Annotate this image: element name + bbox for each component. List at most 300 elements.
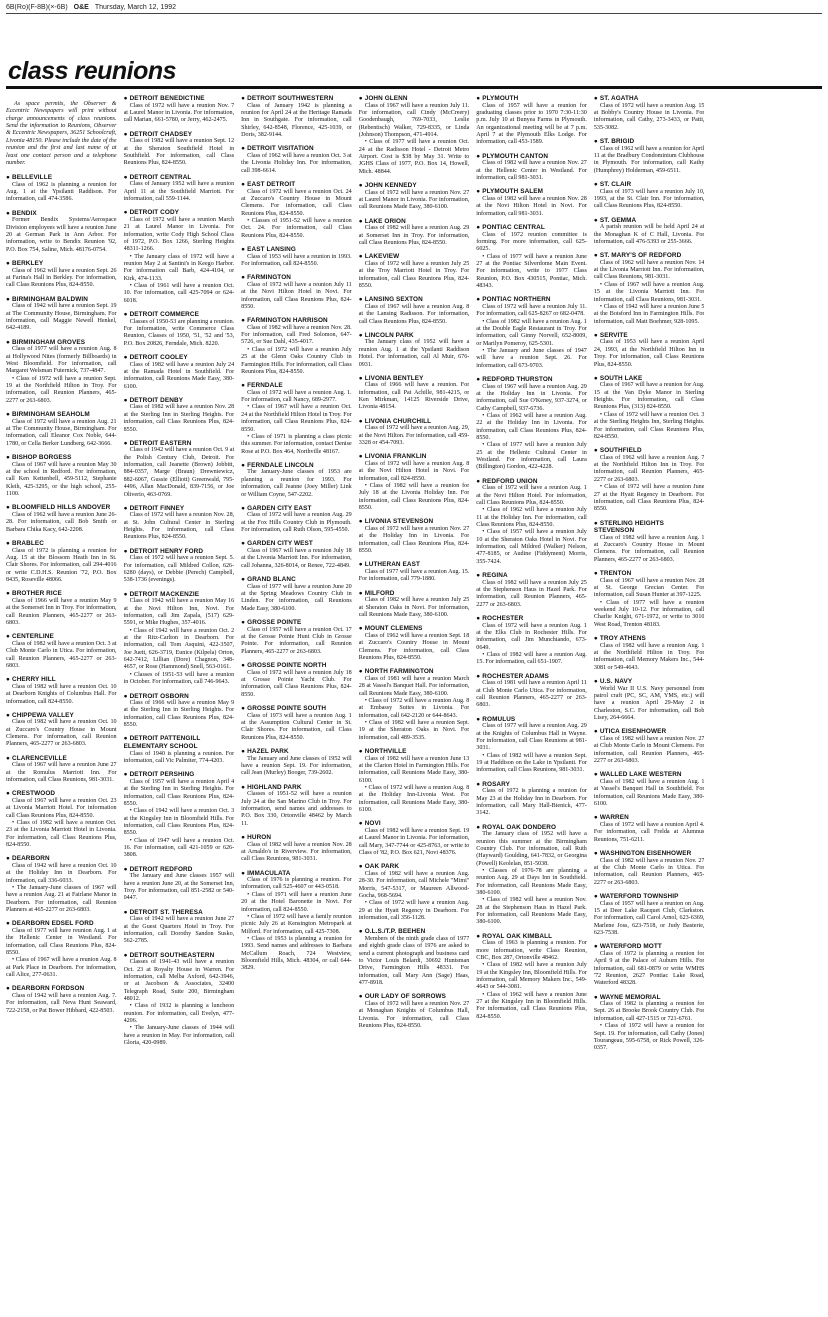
reunion-entry bbox=[6, 260, 117, 290]
school-name-text: TRENTON bbox=[599, 570, 632, 578]
reunion-details: • Class of 1972 will have a reunion Sept. 19 at the Northfield Hilton in Troy. For information, call Reunion Planners, 465-2277 or 263-6803. bbox=[6, 376, 117, 405]
bullet-icon: ● bbox=[6, 855, 10, 863]
school-name-text: OUR LADY OF SORROWS bbox=[364, 993, 447, 1001]
reunion-details: • The January and June classes of 1947 will have a reunion Sept. 26. For information, call 673-9703. bbox=[476, 348, 587, 370]
school-name bbox=[476, 95, 587, 103]
reunion-details: Class of 1957 will have a reunion April 4 at the Sterling Inn in Sterling Heights. For information, call Class Reunions Plus, 824-8550. bbox=[123, 778, 235, 807]
reunion-entry bbox=[241, 784, 352, 828]
bullet-icon: ● bbox=[241, 576, 246, 584]
school-name-text: GROSSE POINTE bbox=[247, 619, 302, 627]
school-name-text: DETROIT CENTRAL bbox=[129, 173, 192, 181]
reunion-details: World War II U.S. Navy personnel from patrol craft (PC, SC, AM, YMS, etc.) will have a reunion April 29-May 2 in Charleston, S.C. For information, call Bob Lisey, 264-6664. bbox=[593, 685, 705, 722]
school-name bbox=[124, 693, 235, 701]
reunion-details: Class of 1972 will have a reunion Oct. 24 at Zuccaro's Country House in Mount Clemens. For information, call Class Reunions Plus, 824-8550. bbox=[241, 188, 352, 217]
reunion-entry bbox=[241, 181, 352, 240]
school-name-text: DETROIT COOLEY bbox=[129, 353, 188, 361]
school-name-text: HAZEL PARK bbox=[247, 747, 289, 755]
reunion-entry bbox=[476, 153, 587, 183]
bullet-icon: ● bbox=[593, 180, 598, 188]
school-name bbox=[359, 253, 470, 261]
reunion-details: • Classes of 1976-78 are planning a reunion Aug. 29 at Days Inn in Southfield. For information, call Reunions Made Easy, 380-6100. bbox=[476, 868, 587, 897]
reunion-details: Class of 1982 will have a reunion Nov. 28 at Arnaldo's in Riverview. For information, call Class Reunions, 981-3031. bbox=[241, 841, 352, 863]
column-2 bbox=[124, 95, 235, 1295]
bullet-icon: ● bbox=[6, 295, 10, 303]
reunion-details: Class of 1972 will have a reunion July 11. For information, call 625-8267 or 682-0478. bbox=[476, 303, 587, 318]
school-name-text: U.S. NAVY bbox=[599, 678, 633, 686]
school-name-text: DETROIT DENBY bbox=[129, 396, 184, 404]
bullet-icon: ● bbox=[593, 570, 598, 578]
reunion-entry bbox=[359, 993, 470, 1030]
reunion-details: Class of 1972 will have a reunion March 21 at Laurel Manor in Livonia. For information, write Cody High School Class of 1972, P.O. Box 1266, Sterling Heights 48311-1266. bbox=[123, 216, 235, 253]
school-name-text: DETROIT OSBORN bbox=[129, 692, 189, 700]
reunion-details: Class of 1982 will have a reunion Nov. 27 at Club Monte Carlo in Mount Clemens. For information, call Reunion Planners, 465-2277 or 263-6803. bbox=[593, 735, 705, 764]
reunion-entry bbox=[359, 453, 470, 512]
school-name bbox=[359, 518, 470, 526]
school-name-text: ROSARY bbox=[482, 780, 510, 788]
school-name-text: SERVITE bbox=[599, 331, 628, 339]
reunion-details: Class of 1967 will have a reunion July 11. For information, call Cindy (McCreery) Goodenbaugh, 769-7033, Leslie (Rebentisch) Walker, 729-8335, or Linda (Johnson) Thompson, 471-4914. bbox=[358, 102, 470, 138]
reunion-details: • The January-June classes of 1967 will have a reunion Aug. 21 at Fairlane Manor in Dearborn. For information, call Reunion Planners at 465-2277 or 263-6803. bbox=[6, 885, 117, 914]
school-name-text: BENDIX bbox=[12, 209, 37, 217]
reunion-details: Class of 1981 will have a reunion April 11 at Club Monte Carlo Utica. For information, call Reunion Planners, 465-2277 or 263-6803. bbox=[476, 680, 587, 709]
reunion-entry bbox=[241, 748, 352, 778]
school-name-text: GARDEN CITY WEST bbox=[247, 540, 313, 548]
reunion-details: Class of 1982 will have a reunion Aug. 28-30. For information, call Michele "Mimi" Morris, 547-5317, or Maureen Allwood-Gocha, 968-5694. bbox=[358, 870, 470, 899]
reunion-details: Class of January 1952 will have a reunion April 11 at the Southfield Marriott. For information, call 559-1144. bbox=[123, 181, 235, 202]
reunion-entry bbox=[359, 668, 470, 742]
reunion-entry bbox=[359, 296, 470, 326]
reunion-details: • Class of 1961 will have a reunion Oct. 10. For information, call 425-7094 or 624-6018. bbox=[124, 283, 235, 305]
reunion-details: Class of 1972 will have a reunion Sept. 5. For information, call Mildred Collon, 626-6280 (days), or Debbie (Perech) Campbell, 538-1736 (evenings). bbox=[123, 555, 235, 584]
bullet-icon: ● bbox=[358, 374, 363, 382]
school-name bbox=[594, 447, 705, 455]
reunion-details: Classes of 1941-43 will have a reunion Oct. 23 at Royalty House in Warren. For information, call Melba Axford, 642-3946, or at Jacobson & Associates, 32400 Telegraph Road, Suite 200, Birmingham 48012. bbox=[123, 959, 235, 1002]
school-name-text: BIRMINGHAM SEAHOLM bbox=[12, 411, 90, 419]
school-name bbox=[594, 520, 705, 535]
school-name bbox=[594, 814, 705, 822]
school-name-text: REDFORD THURSTON bbox=[482, 375, 553, 383]
reunion-entry bbox=[6, 790, 117, 849]
reunion-details: Class of 1966 will have a reunion. For information, call Pat Achille, 981-4215, or Ken Mirkman, 14125 Riverside Drive, Livonia 48154. bbox=[358, 382, 470, 411]
school-name bbox=[359, 668, 470, 676]
school-name-text: SOUTHFIELD bbox=[599, 447, 642, 455]
reunion-details: Class of 1962 will have a reunion Oct. 3 at the Livonia Holiday Inn. For information, call 398-6614. bbox=[241, 152, 352, 174]
reunion-entry bbox=[241, 145, 352, 175]
reunion-details: • Class of 1982 will have a reunion Nov. 28 at the Stephenson Haus in Hazel Park. For information, call Reunions Made Easy, 380-6100. bbox=[476, 897, 587, 926]
school-name-text: LIVONIA FRANKLIN bbox=[364, 453, 427, 461]
school-name-text: FERNDALE bbox=[247, 382, 283, 390]
bullet-icon: ● bbox=[123, 173, 128, 181]
section-title-bar bbox=[6, 58, 822, 89]
reunion-details: Class of 1972 will have a reunion July 11 at the Novi Hilton Hotel in Novi. For information, call Class Reunions Plus, 824-8550. bbox=[241, 281, 352, 310]
school-name-text: TROY ATHENS bbox=[599, 635, 646, 643]
bullet-icon: ● bbox=[593, 771, 598, 779]
reunion-details: Members of the ninth grade class of 1977 and eighth grade class of 1976 are asked to send a current photograph and business card to Victor Louis Belardi, 30692 Huntsman Drive, Farmington Hills 48331. For information, call Mary Ann (Sage) Haas, 477-8918. bbox=[358, 935, 470, 986]
bullet-icon: ● bbox=[593, 993, 598, 1001]
intro-text: As space permits, the Observer & Eccentric Newspapers will print without charge announcements of class reunions. Send the information to Reunions, Observer & Eccentric Newspapers, 36251 Schoolcraft, Livonia 48150. Please include the date of the reunion and the first and last name of at least one contact person and a telephone number. bbox=[6, 101, 117, 166]
reunion-entry bbox=[594, 771, 705, 808]
school-name-text: LINCOLN PARK bbox=[364, 331, 414, 339]
bullet-icon: ● bbox=[358, 253, 363, 261]
reunion-details: Class of 1966 will have a reunion May 9 at the Sterling Inn in Sterling Heights. For information, call Class Reunions Plus, 824-8550. bbox=[123, 700, 235, 729]
bullet-icon: ● bbox=[593, 137, 598, 145]
reunion-details: Class of 1982 will have a reunion Nov. 28 at the Novi Hilton Hotel in Novi. For information, call 981-3031. bbox=[476, 195, 587, 217]
school-name bbox=[359, 453, 470, 461]
school-name-text: OAK PARK bbox=[364, 863, 400, 871]
school-name bbox=[6, 260, 117, 268]
reunion-details: • Class of 1972 will have a reunion Aug. 29 at the Hyatt Regency in Dearborn. For information, call 356-1128. bbox=[359, 900, 470, 922]
reunion-details: • Class of 1982 will have a reunion for July 18 at the Livonia Holiday Inn. For information, call Class Reunions Plus, 824-8550. bbox=[359, 483, 470, 512]
bullet-icon: ● bbox=[241, 747, 246, 755]
school-name bbox=[124, 354, 235, 362]
column-6 bbox=[594, 95, 705, 1295]
bullet-icon: ● bbox=[476, 932, 481, 940]
school-name-text: FARMINGTON HARRISON bbox=[247, 317, 328, 325]
reunion-entry bbox=[476, 781, 587, 818]
school-name-text: BIRMINGHAM GROVES bbox=[12, 338, 86, 346]
school-name-text: DETROIT REDFORD bbox=[129, 865, 193, 873]
reunion-details: Class of 1977 will have reunion Aug. 1 at the Hellenic Center in Westland. For information, call Class Reunions Plus, 824-8550. bbox=[6, 928, 117, 957]
school-name-text: CRESTWOOD bbox=[12, 790, 56, 798]
school-name bbox=[6, 920, 117, 928]
reunion-details: Class of 1973 will have a reunion July 10, 1993, at the St. Clair Inn. For information, call Class Reunions Plus, 824-8550. bbox=[593, 188, 705, 210]
reunion-entry bbox=[594, 252, 705, 326]
bullet-icon: ● bbox=[476, 223, 481, 231]
reunion-entry bbox=[359, 820, 470, 857]
reunion-details: Class of 1972 will have a reunion Nov. 7 at Laurel Manor in Livonia. For information, call Marian, 661-5780, or Jerry, 462-2475. bbox=[123, 102, 235, 124]
reunion-entry bbox=[359, 182, 470, 212]
school-name bbox=[6, 411, 117, 419]
reunion-details: • Class of 1982 will have a reunion July 19 at the Kingsley Inn, Bloomfield Hills. For information, call Memory Makers Inc., 549-4643 or 544-3081. bbox=[476, 962, 587, 991]
bullet-icon: ● bbox=[358, 561, 363, 569]
school-name-text: WALLED LAKE WESTERN bbox=[599, 771, 682, 779]
reunion-entry bbox=[6, 339, 117, 405]
reunion-details: Class of 1972 will have a reunion July 25 at the Troy Marriott Hotel in Troy. For information, call Class Reunions Plus, 824-8550. bbox=[358, 260, 470, 289]
school-name bbox=[359, 296, 470, 304]
reunion-details: • Class of 1953 is planning a reunion for 1993. Send names and addresses to Barbara McCallum Roach, 724 Westview, Bloomfield Hills, Mich. 48304, or call 644-3829. bbox=[241, 936, 352, 973]
bullet-icon: ● bbox=[241, 619, 246, 627]
reunion-entry bbox=[241, 246, 352, 268]
bullet-icon: ● bbox=[123, 353, 128, 361]
reunion-entry bbox=[359, 928, 470, 987]
reunion-details: • Class of 1972 will have a reunion Oct. 3 at the Sterling Heights Inn, Sterling Heights. For information, call Class Reunions Plus, 824-8550. bbox=[594, 412, 705, 441]
reunion-details: Class of 1976 is planning a reunion. For information, call 525-4607 or 443-0518. bbox=[241, 877, 352, 891]
bullet-icon: ● bbox=[593, 943, 598, 951]
bullet-icon: ● bbox=[476, 572, 481, 580]
bullet-icon: ● bbox=[358, 417, 363, 425]
bullet-icon: ● bbox=[476, 375, 481, 383]
reunion-details: • Class of 1982 will have a reunion Sept. 19 at Haddison on the Lake in Ypsilanti. For information, call Class Reunions, 981-3031. bbox=[476, 753, 587, 775]
reunion-entry bbox=[594, 332, 705, 369]
school-name-text: PLYMOUTH bbox=[482, 95, 519, 102]
reunion-entry bbox=[6, 755, 117, 785]
reunion-entry bbox=[241, 274, 352, 311]
school-name-text: JOHN GLENN bbox=[364, 95, 408, 102]
school-name bbox=[476, 224, 587, 232]
school-name bbox=[241, 619, 352, 627]
bullet-icon: ● bbox=[358, 182, 363, 190]
school-name bbox=[594, 217, 705, 225]
reunion-entry bbox=[124, 397, 235, 434]
bullet-icon: ● bbox=[6, 411, 10, 419]
reunion-details: Class of 1972 will have a reunion Aug. 15 at Bobby's Country House in Livonia. For information, call Cathy, 273-3433, or Patti, 535-3082. bbox=[593, 102, 705, 131]
school-name-text: FERNDALE LINCOLN bbox=[247, 461, 314, 469]
school-name bbox=[476, 296, 587, 304]
school-name-text: DETROIT ST. THERESA bbox=[129, 908, 203, 916]
reunion-details: • Class of 1972 will have a reunion Aug. 8 at the Holiday Inn-Livonia West. For information, call Reunions Made Easy, 380-6100. bbox=[359, 785, 470, 814]
bullet-icon: ● bbox=[476, 715, 481, 723]
school-name bbox=[594, 678, 705, 686]
reunion-entry bbox=[241, 462, 352, 499]
school-name bbox=[359, 928, 470, 936]
reunion-details: Class of 1940 is planning a reunion. For information, call Vic Palmiter, 774-4203. bbox=[123, 750, 235, 764]
reunion-details: The January and June classes of 1952 will have a reunion Sept. 19. For information, call Jean (Murley) Booger, 739-2602. bbox=[241, 755, 352, 777]
school-name-text: UTICA EISENHOWER bbox=[599, 728, 667, 736]
bullet-icon: ● bbox=[358, 296, 363, 304]
school-name-text: DETROIT PERSHING bbox=[129, 771, 195, 779]
bullet-icon: ● bbox=[593, 678, 598, 686]
reunion-details: • Classes of 1951-52 will have a reunion Oct. 24. For information, call Class Reunions Plus, 824-8550. bbox=[241, 218, 352, 240]
reunion-details: Class of 1981 will have a reunion March 28 at Vassel's Banquet Hall. For information, call Reunions Made Easy, 380-6100. bbox=[358, 675, 470, 697]
reunion-entry bbox=[359, 418, 470, 448]
school-name-text: NOVI bbox=[364, 820, 381, 828]
reunion-details: Class of 1967 will have a reunion for Aug. 15 at the Van Dyke Manor in Sterling Heights. For information, call Class Reunions Plus, (313) 824-8550. bbox=[593, 382, 705, 411]
reunion-details: • Class of 1972 will have a reunion for Sept. 19. For information, call Cathy (Jones) Tourangeau, 595-6758, or Rick Powell, 326-0357. bbox=[594, 1023, 705, 1052]
reunion-entry bbox=[594, 138, 705, 175]
school-name bbox=[594, 570, 705, 578]
school-name-text: NORTHVILLE bbox=[364, 747, 407, 755]
reunion-details: • Class of 1977 will have a reunion Oct. 24 at the Radisson Hotel - Detroit Metro Airport. Cost is $38 by May 31. Write to JGHS Class of 1977, P.O. Box 14, Howell, Mich. 48844. bbox=[359, 139, 470, 176]
reunion-details: Class of January 1942 is planning a reunion for April 24 at the Heritage Ramada Inn in Southgate. For information, call Shirley, 642-8548, Florence, 425-1039, or Doris, 382-9144. bbox=[241, 102, 352, 138]
reunion-details: Class of 1972 will have a reunion Nov. 27 at Monaghan Knights of Columbus Hall, Livonia. For information, call Class Reunions Plus, 824-8550. bbox=[358, 1000, 470, 1029]
bullet-icon: ● bbox=[241, 662, 246, 670]
reunion-details: Class of 1967 will have a reunion Aug. 29 at the Holiday Inn in Livonia. For information, call Sue O'Keney, 937-3274, or Cathy Campbell, 937-6736. bbox=[476, 383, 587, 412]
reunion-details: • Class of 1977 will have a reunion July 25 at the Hellenic Cultural Center in Westland. For information, call Laura (Billington) Gordon, 422-4228. bbox=[476, 442, 587, 471]
school-name bbox=[241, 870, 352, 878]
reunion-details: • Classes of 1951-53 will have a reunion in October. For information, call 746-9643. bbox=[124, 672, 235, 687]
reunion-details: Class of 1957 will have a reunion Oct. 17 at the Grosse Pointe Hunt Club in Grosse Pointe. For information, call Reunion Planners, 465-2277 or 263-6803. bbox=[241, 626, 352, 655]
school-name-text: MILFORD bbox=[364, 589, 395, 597]
reunion-entry bbox=[6, 590, 117, 627]
reunion-details: • Class of 1972 will have a reunion June 27 at the Hyatt Regency in Dearborn. For information, call Class Reunions Plus, 824-8550. bbox=[594, 484, 705, 513]
school-name-text: LIVONIA BENTLEY bbox=[364, 374, 424, 382]
reunion-details: Class of 1972 is planning a reunion for May 23 at the Holiday Inn in Dearborn. For information, call Mary Hall-Bienick, 477-3142. bbox=[476, 788, 587, 817]
reunion-details: Class of 1972 will have a reunion Aug. 1. For information, call Nancy, 689-2977. bbox=[241, 389, 352, 404]
reunion-details: • Class of 1971 is planning a class picnic this summer. For information, contact Denise Rose at P.O. Box 464, Northville 48167. bbox=[241, 434, 352, 456]
reunion-entry bbox=[6, 540, 117, 584]
school-name-text: BERKLEY bbox=[12, 260, 44, 268]
reunion-details: Class of 1982 will have a reunion Aug. 1 at Vassel's Banquet Hall in Southfield. For information, call Reunions Made Easy, 380-6100. bbox=[593, 778, 705, 807]
reunion-details: The January-June classes of 1953 are planning a reunion for 1993. For information, call Jeanne (Joey Miller) Link or William Coyne, 547-2202. bbox=[241, 469, 352, 498]
school-name-text: BISHOP BORGESS bbox=[12, 454, 72, 462]
school-name-text: ROYAL OAK DONDERO bbox=[482, 823, 557, 831]
reunion-details: Class of 1962 will have a reunion June 26-28. For information, call Bob Smith or Barbara Chika Kacy, 642-2208. bbox=[6, 511, 117, 533]
bullet-icon: ● bbox=[241, 540, 246, 548]
school-name-text: BRABLEC bbox=[12, 539, 44, 547]
page-code: 6B(Ro)(F-8B)(×-6B) bbox=[6, 4, 68, 11]
bullet-icon: ● bbox=[241, 504, 246, 512]
reunion-entry bbox=[241, 317, 352, 376]
bullet-icon: ● bbox=[6, 985, 10, 993]
reunion-entry bbox=[124, 440, 235, 499]
bullet-icon: ● bbox=[241, 833, 246, 841]
reunion-entry bbox=[359, 95, 470, 176]
school-name bbox=[359, 95, 470, 103]
bullet-icon: ● bbox=[358, 589, 363, 597]
reunion-entry bbox=[124, 909, 235, 946]
reunion-entry bbox=[124, 505, 235, 542]
reunion-entry bbox=[241, 95, 352, 139]
school-name bbox=[594, 728, 705, 736]
school-name bbox=[124, 95, 235, 103]
school-name-text: WATERFORD MOTT bbox=[599, 943, 662, 951]
reunion-entry bbox=[594, 570, 705, 629]
reunion-details: Class of 1982 will have a reunion July 24 at the Ramada Hotel in Southfield. For information, call Reunions Made Easy, 380-6100. bbox=[123, 361, 235, 390]
bullet-icon: ● bbox=[593, 849, 598, 857]
reunion-details: Class of 1967 will have a reunion Nov. 28 at St. George Grecian Center. For information, call Susan Hunter at 397-1225. bbox=[593, 577, 705, 599]
bullet-icon: ● bbox=[123, 130, 128, 138]
bullet-icon: ● bbox=[123, 547, 128, 555]
school-name-text: DETROIT CODY bbox=[129, 209, 180, 217]
reunion-details: A parish reunion will be held April 24 at the Monaghan K of C Hall, Livonia. For information, call 476-5393 or 255-3666. bbox=[593, 224, 705, 245]
school-name bbox=[241, 95, 352, 103]
reunion-details: Class of 1953 will have a reunion in 1993. For information, call 824-8550. bbox=[241, 253, 352, 267]
reunion-details: Class of 1982 will have a reunion Oct. 10 at Dearborn Knights of Columbus Hall. For information, call 824-8550. bbox=[6, 683, 117, 705]
reunion-details: Former Bendix Systems/Aerospace Division employees will have a reunion June 20 at German Park in Ann Arbor. For information, write to Bendix Reunion '92, P.O. Box 754, Saline, Mich. 48176-0754. bbox=[6, 217, 117, 253]
school-name-text: DETROIT HENRY FORD bbox=[129, 547, 204, 555]
reunion-entry bbox=[124, 548, 235, 585]
reunion-details: • Class of 1957 will have a reunion July 10 at the Sheraton Oaks Hotel in Novi. For information, call Mildred (Walker) Nelson, 477-8185, or Audine (Fiddyment) Morris, 355-7424. bbox=[476, 529, 587, 566]
reunion-details: Class of 1982 will have a reunion Sept. 19 at Laurel Manor in Livonia. For information, call Mary, 347-7744 or 425-8763, or write to Class of '82, P.O. Box 621, Novi 48376. bbox=[358, 827, 470, 856]
bullet-icon: ● bbox=[358, 625, 363, 633]
school-name bbox=[594, 181, 705, 189]
bullet-icon: ● bbox=[123, 439, 128, 447]
reunion-details: Class of 1942 will have a reunion Aug. 7. For information, call Neva Hunt Seaward, 722-2158, or Pat Bower Hibbard, 422-8503. bbox=[6, 993, 117, 1014]
reunion-entry bbox=[476, 933, 587, 1021]
reunion-entry bbox=[476, 224, 587, 290]
reunion-details: Class of 1982 will have a reunion Oct. 10 at Zuccaro's Country House in Mount Clemens. For information, call Reunion Planners, 465-2277 or 263-6803. bbox=[6, 719, 117, 748]
reunion-details: Class of 1962 will have a reunion Aug. 7 at the Northfield Hilton Inn in Troy. For information, call Reunion Planners, 465-2277 or 263-6803. bbox=[593, 454, 705, 483]
bullet-icon: ● bbox=[241, 869, 246, 877]
reunion-entry bbox=[6, 174, 117, 204]
bullet-icon: ● bbox=[6, 174, 10, 182]
reunion-entry bbox=[124, 693, 235, 730]
school-name bbox=[6, 210, 117, 218]
reunion-details: Class of 1982 will have a reunion Sept. 12 at the Sheraton Southfield Hotel in Southfield. For information, call Class Reunions Plus, 824-8550. bbox=[123, 138, 235, 167]
school-name-text: LUTHERAN EAST bbox=[364, 561, 420, 569]
reunion-details: Class of 1977 will have a reunion Aug. 8 at Hollywood Nites (formerly Billboards) in West Bloomfield. For information, call Margaret Welsman Futernick, 737-4847. bbox=[6, 346, 117, 375]
reunion-entry bbox=[241, 834, 352, 864]
reunion-entry bbox=[594, 447, 705, 513]
bullet-icon: ● bbox=[358, 95, 363, 102]
bullet-icon: ● bbox=[476, 95, 481, 102]
reunion-details: • Class of 1942 will have a reunion June 5 at the Botsford Inn in Farmington Hills. For information, call Matt Boehmer, 928-1095. bbox=[594, 304, 705, 326]
bullet-icon: ● bbox=[241, 783, 246, 791]
bullet-icon: ● bbox=[6, 790, 10, 798]
reunion-entry bbox=[124, 311, 235, 348]
bullet-icon: ● bbox=[123, 692, 128, 700]
reunion-entry bbox=[476, 478, 587, 566]
school-name-text: O.L.S./T.P. BEEHEN bbox=[364, 928, 426, 936]
reunion-details: Class of 1962 will have a reunion Nov. 14 at the Livonia Marriott Inn. For information, call Class Reunions, 981-3031. bbox=[593, 259, 705, 281]
reunion-entry bbox=[241, 870, 352, 973]
school-name-text: LANSING SEXTON bbox=[364, 296, 423, 304]
school-name bbox=[241, 317, 352, 325]
school-name-text: DETROIT CHADSEY bbox=[129, 130, 193, 138]
reunion-details: Class of 1977 will have a reunion Aug. 15. For information, call 779-1880. bbox=[358, 569, 470, 583]
reunion-entry bbox=[124, 952, 235, 1048]
reunion-details: Class of 1972 will have a reunion Aug. 29, at the Novi Hilton. For information, call 459-3328 or 454-7093. bbox=[358, 425, 470, 447]
reunion-details: Classes of 1951-52 will have a reunion July 24 at the San Marino Club in Troy. For information, send names and addresses to P.O. Box 330, Ortonville 48462 by March 11. bbox=[241, 791, 352, 827]
reunion-entry bbox=[124, 866, 235, 903]
school-name-text: MOUNT CLEMENS bbox=[364, 625, 423, 633]
reunion-entry bbox=[124, 95, 235, 125]
reunion-details: Class of 1982 will have a reunion Nov. 28. For information, call Fred Solomon, 647-5726, or Sue Dahl, 435-4017. bbox=[241, 324, 352, 346]
school-name-text: GROSSE POINTE SOUTH bbox=[247, 705, 327, 712]
school-name bbox=[594, 252, 705, 260]
bullet-icon: ● bbox=[476, 780, 481, 788]
school-name-text: PLYMOUTH SALEM bbox=[482, 188, 544, 196]
school-name-text: GARDEN CITY EAST bbox=[247, 504, 312, 512]
reunion-entry bbox=[124, 174, 235, 204]
bullet-icon: ● bbox=[593, 447, 598, 455]
reunion-details: Class of 1967 will have a reunion Aug. 8 at the Lansing Radisson. For information, call Class Reunions Plus, 824-8550. bbox=[358, 303, 470, 325]
reunion-entry bbox=[594, 181, 705, 211]
school-name bbox=[359, 863, 470, 871]
school-name bbox=[241, 145, 352, 153]
bullet-icon: ● bbox=[593, 252, 598, 260]
reunion-details: • Class of 1967 will have a reunion Aug. 15 at the Livonia Marriott Inn. For information, call Class Reunions, 981-3031. bbox=[594, 282, 705, 304]
reunion-entry bbox=[6, 920, 117, 979]
reunion-entry bbox=[359, 748, 470, 814]
school-name-text: BIRMINGHAM BALDWIN bbox=[12, 295, 88, 303]
school-name bbox=[594, 943, 705, 951]
reunion-entry bbox=[476, 376, 587, 472]
reunion-details: Class of 1962 will have a reunion Sept. 26 at Farina's Hall in Berkley. For information, call Class Reunions Plus, 824-8550. bbox=[6, 267, 117, 289]
reunion-details: Class of 1966 will have a reunion May 9 at the Somerset Inn in Troy. For information, call Reunion Planners, 465-2277 or 263-6803. bbox=[6, 597, 117, 626]
bullet-icon: ● bbox=[358, 747, 363, 755]
school-name-text: LAKEVIEW bbox=[364, 253, 400, 261]
reunion-details: Class of 1982 is planning a reunion for Sept. 26 at Brooke Brook Country Club. For information, call 427-1515 or 721-6761. bbox=[593, 1001, 705, 1022]
bullet-icon: ● bbox=[6, 454, 10, 462]
school-name-text: DETROIT COMMERCE bbox=[129, 310, 199, 318]
reunion-details: Class of 1982 will have a reunion Aug. 1 at the Northfield Hilton in Troy. For information, call Memory Makers Inc., 544-3081 or 549-4643. bbox=[593, 642, 705, 671]
school-name-text: GRAND BLANC bbox=[247, 576, 296, 584]
reunion-details: Classes of 1950-53 are planning a reunion. For information, write Commerce Class Reunion, Classes of 1950, '51, '52 and '53, P.O. Box 20826, Ferndale, Mich. 8220. bbox=[123, 318, 235, 347]
school-name-text: DEARBORN FORDSON bbox=[12, 985, 85, 993]
bullet-icon: ● bbox=[476, 823, 481, 831]
bullet-icon: ● bbox=[476, 615, 481, 622]
school-name bbox=[6, 633, 117, 641]
bullet-icon: ● bbox=[123, 310, 128, 318]
section-title: class reunions bbox=[8, 57, 177, 85]
school-name bbox=[241, 705, 352, 713]
bullet-icon: ● bbox=[358, 668, 363, 676]
bullet-icon: ● bbox=[358, 863, 363, 871]
reunion-details: Class of 1977 will have a reunion Aug. 29 at the Knights of Columbus Hall in Wayne. For information, call Class Reunions at 981-3031. bbox=[476, 723, 587, 752]
school-name bbox=[6, 540, 117, 548]
reunion-entry bbox=[476, 824, 587, 927]
reunion-entry bbox=[594, 95, 705, 132]
school-name bbox=[594, 893, 705, 901]
school-name bbox=[594, 994, 705, 1002]
reunion-entry bbox=[241, 662, 352, 699]
reunion-details: Class of 1972 will have a reunion Nov. 28, at St. John Cultural Center in Sterling Heights. For information, call Class Reunions Plus, 824-8550. bbox=[123, 512, 235, 541]
reunion-details: • Class of 1982 will have a reunion Aug. 15. For information, call 651-1907. bbox=[476, 652, 587, 667]
reunion-entry bbox=[476, 615, 587, 667]
reunion-details: Class of 1982 will have a reunion Nov. 27 at the Club Monte Carlo in Utica. For information, call Reunion Planners, 465-2277 or 263-6803. bbox=[593, 857, 705, 886]
school-name-text: ST. GEMMA bbox=[599, 216, 637, 224]
